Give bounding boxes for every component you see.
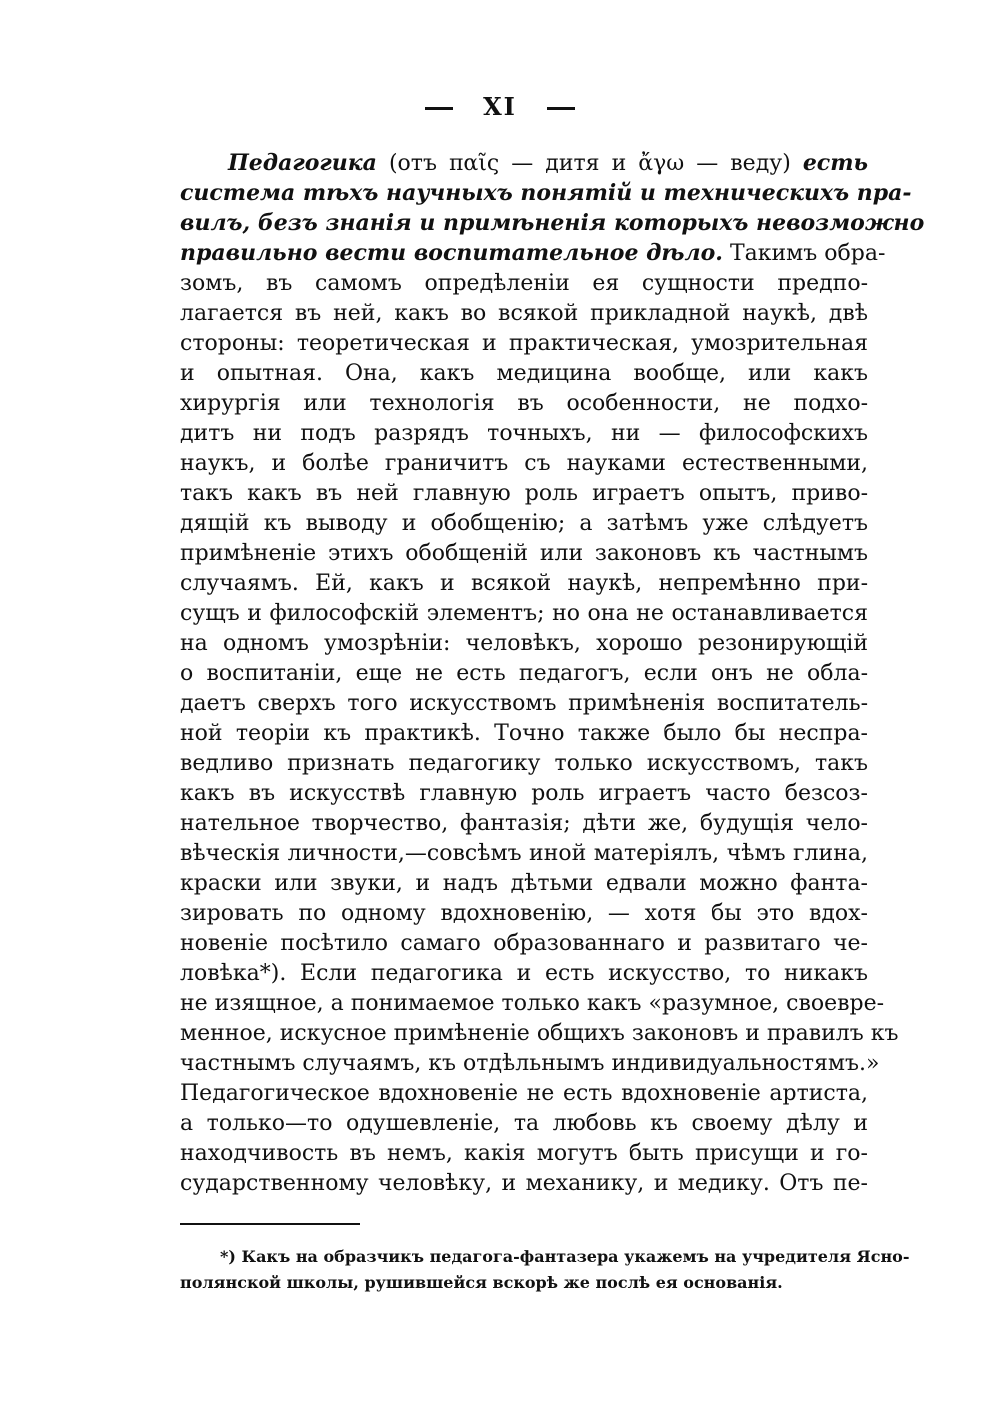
paragraph-line bbox=[180, 778, 868, 808]
paragraph-line bbox=[180, 418, 868, 448]
footnote bbox=[180, 1244, 910, 1296]
paragraph-line bbox=[180, 568, 868, 598]
line-text: находчивость въ немъ, какія могутъ быть присущи и го- bbox=[180, 1141, 868, 1166]
line-text: сударственному человѣку, и механику, и медику. Отъ пе- bbox=[180, 1171, 868, 1196]
main-paragraph bbox=[180, 148, 925, 1198]
paragraph-line bbox=[180, 238, 886, 268]
paragraph-line bbox=[180, 688, 868, 718]
line-text: такъ какъ въ ней главную роль играетъ опытъ, приво- bbox=[180, 481, 868, 506]
paragraph-line bbox=[180, 988, 885, 1018]
paragraph-line bbox=[180, 748, 868, 778]
paragraph-line bbox=[180, 388, 868, 418]
line-text: ловѣка*). Если педагогика и есть искусство, то никакъ bbox=[180, 961, 868, 986]
header-dash-left bbox=[425, 107, 453, 110]
footnote-divider bbox=[180, 1223, 360, 1225]
page-header bbox=[0, 92, 1000, 121]
paragraph-line bbox=[180, 898, 868, 928]
paragraph-line bbox=[180, 868, 868, 898]
line-text: наукъ, и болѣе граничитъ съ науками естественными, bbox=[180, 451, 868, 476]
paragraph-line bbox=[180, 268, 868, 298]
term-italic: Педагогика bbox=[228, 150, 377, 176]
paragraph-line bbox=[180, 808, 868, 838]
paragraph-line bbox=[180, 298, 868, 328]
paragraph-line bbox=[180, 448, 868, 478]
paragraph-line bbox=[180, 538, 868, 568]
paragraph-line bbox=[180, 658, 868, 688]
paragraph-line bbox=[180, 208, 925, 238]
line-text: стороны: теоретическая и практическая, умозрительная bbox=[180, 331, 868, 356]
line-text: частнымъ случаямъ, къ отдѣльнымъ индивидуальностямъ.» bbox=[180, 1051, 880, 1076]
page-number: XI bbox=[483, 92, 517, 121]
line-text: новеніе посѣтило самаго образованнаго и развитаго че- bbox=[180, 931, 868, 956]
paragraph-line bbox=[180, 718, 868, 748]
paragraph-line bbox=[180, 358, 868, 388]
paragraph-line bbox=[180, 1168, 868, 1198]
line-text: а только—то одушевленіе, та любовь къ своему дѣлу и bbox=[180, 1111, 868, 1136]
paragraph-line bbox=[180, 1078, 868, 1108]
line-italic: система тѣхъ научныхъ понятій и техническихъ пра- bbox=[180, 180, 912, 206]
footnote-line-1: *) Какъ на образчикъ педагога-фантазера укажемъ на учредителя Ясно- bbox=[220, 1247, 910, 1266]
line-text: ной теоріи къ практикѣ. Точно также было бы неспра- bbox=[180, 721, 868, 746]
definition-start: есть bbox=[802, 150, 868, 176]
line-text: менное, искусное примѣненіе общихъ законовъ и правилъ къ bbox=[180, 1021, 899, 1046]
line-text: не изящное, а понимаемое только какъ «разумное, своевре- bbox=[180, 991, 885, 1016]
paragraph-line bbox=[180, 478, 868, 508]
line-text: дящій къ выводу и обобщенію; а затѣмъ уже слѣдуетъ bbox=[180, 511, 868, 536]
line-text: лагается въ ней, какъ во всякой прикладной наукѣ, двѣ bbox=[180, 301, 868, 326]
paragraph-line bbox=[180, 838, 868, 868]
paragraph-line bbox=[180, 178, 912, 208]
line-text: ведливо признать педагогику только искусствомъ, такъ bbox=[180, 751, 868, 776]
paragraph-line bbox=[180, 1138, 868, 1168]
line-text: о воспитаніи, еще не есть педагогъ, если онъ не обла- bbox=[180, 661, 868, 686]
paragraph-line bbox=[180, 148, 868, 178]
header-dash-right bbox=[547, 107, 575, 110]
paragraph-line bbox=[180, 1048, 880, 1078]
footnote-line-2: полянской школы, рушившейся вскорѣ же послѣ ея основанія. bbox=[180, 1273, 783, 1292]
line-text: Педагогическое вдохновеніе не есть вдохновеніе артиста, bbox=[180, 1081, 868, 1106]
line-text: дитъ ни подъ разрядъ точныхъ, ни — философскихъ bbox=[180, 421, 868, 446]
line-text: краски или звуки, и надъ дѣтьми едвали можно фанта- bbox=[180, 871, 868, 896]
line-text: нательное творчество, фантазія; дѣти же, будущія чело- bbox=[180, 811, 868, 836]
line-text: зировать по одному вдохновенію, — хотя бы это вдох- bbox=[180, 901, 868, 926]
paragraph-line bbox=[180, 598, 868, 628]
line-text: сущъ и философскій элементъ; но она не останавливается bbox=[180, 601, 868, 626]
line-text: и опытная. Она, какъ медицина вообще, или какъ bbox=[180, 361, 868, 386]
line-italic: вилъ, безъ знанія и примѣненія которыхъ невозможно bbox=[180, 210, 925, 236]
line-text: даетъ сверхъ того искусствомъ примѣненія воспитатель- bbox=[180, 691, 868, 716]
line-text: вѣческія личности,—совсѣмъ иной матеріялъ, чѣмъ глина, bbox=[180, 841, 868, 866]
line-text: случаямъ. Ей, какъ и всякой наукѣ, непремѣнно при- bbox=[180, 571, 868, 596]
line-text: хирургія или технологія въ особенности, не подхо- bbox=[180, 391, 868, 416]
line-text: на одномъ умозрѣніи: человѣкъ, хорошо резонирующій bbox=[180, 631, 868, 656]
paragraph-line bbox=[180, 958, 868, 988]
paragraph-line bbox=[180, 1108, 868, 1138]
line-italic: правильно вести воспитательное дѣло. bbox=[180, 240, 723, 266]
paragraph-line bbox=[180, 1018, 899, 1048]
line-text: примѣненіе этихъ обобщеній или законовъ къ частнымъ bbox=[180, 541, 868, 566]
line-text: Такимъ обра- bbox=[722, 241, 886, 266]
paragraph-line bbox=[180, 328, 868, 358]
paragraph-line bbox=[180, 928, 868, 958]
line-text: какъ въ искусствѣ главную роль играетъ часто безсоз- bbox=[180, 781, 868, 806]
paragraph-line bbox=[180, 508, 868, 538]
paragraph-line bbox=[180, 628, 868, 658]
line-text: зомъ, въ самомъ опредѣленіи ея сущности предпо- bbox=[180, 271, 868, 296]
etymology-text: (отъ παῖς — дитя и ἄγω — веду) bbox=[376, 151, 803, 176]
